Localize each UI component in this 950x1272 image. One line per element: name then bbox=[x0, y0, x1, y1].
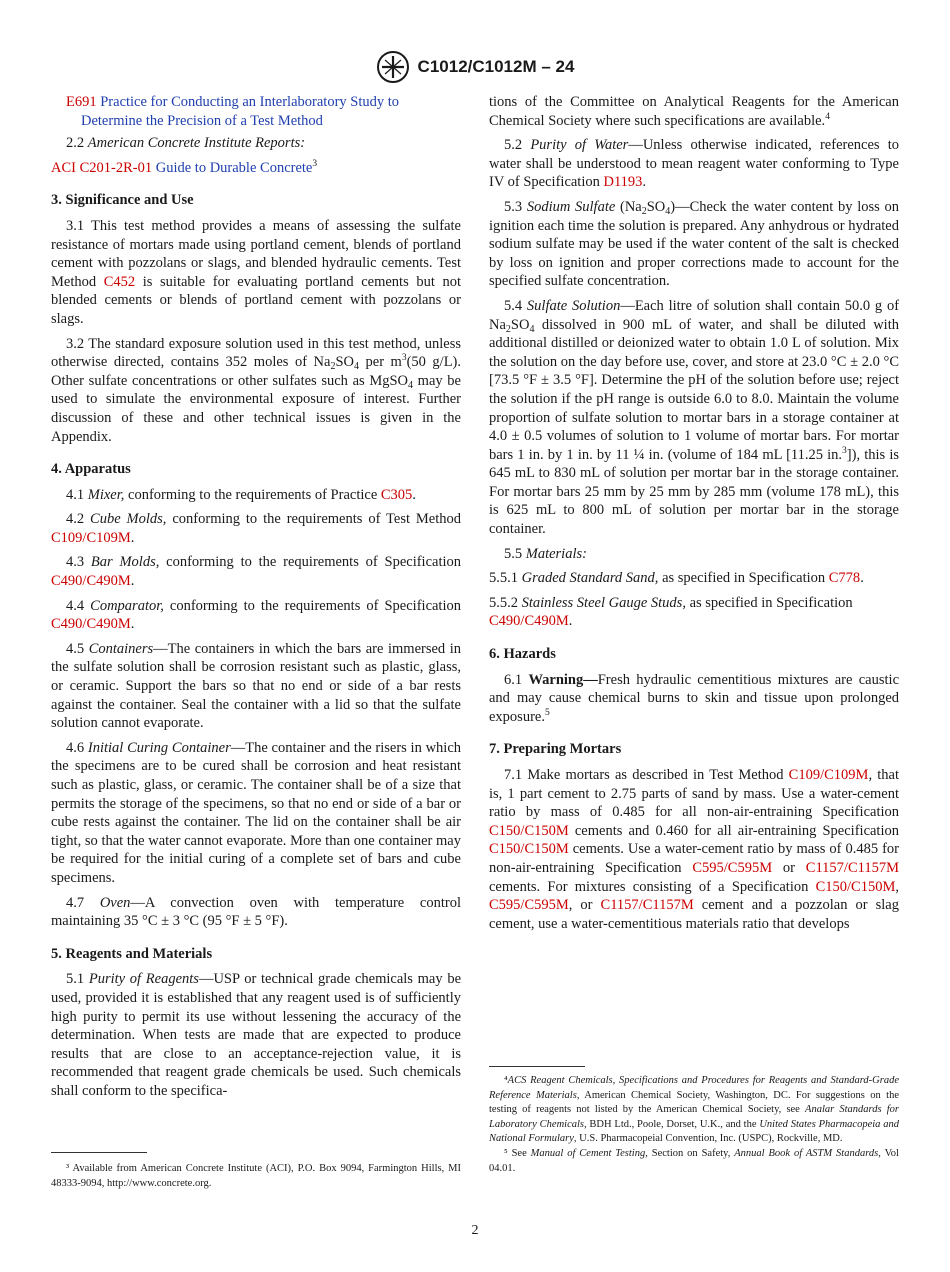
link-c1157[interactable]: C1157/C1157M bbox=[600, 897, 694, 914]
e691-title: Practice for Conducting an Interlaboratory Study to Determine the Precision of a Test Method bbox=[81, 94, 400, 129]
footnote-5: ⁵ See Manual of Cement Testing, Section on Safety, Annual Book of ASTM Standards, Vol 04.01. bbox=[489, 1147, 899, 1174]
paragraph-5-1: 5.1 Purity of Reagents—USP or technical grade chemicals may be used, provided it is established that any reagent used is of sufficiently high purity to permit its use without lessening the accuracy of the determination. When tests are made that are expected to produce results that are close to an acceptance-rejection value, it is recommended that reagent grade chemicals be used. Such chemicals shall conform to the specifica- bbox=[51, 971, 462, 1099]
link-d1193[interactable]: D1193 bbox=[603, 174, 643, 191]
document-designation: C1012/C1012M – 24 bbox=[417, 56, 575, 76]
right-column bbox=[489, 93, 899, 939]
left-column bbox=[51, 93, 461, 1107]
paragraph-5-5: 5.5 Materials: bbox=[504, 545, 587, 562]
link-c490[interactable]: C490/C490M bbox=[489, 613, 569, 630]
link-c490[interactable]: C490/C490M bbox=[51, 616, 131, 633]
paragraph-5-4: 5.4 Sulfate Solution—Each litre of solution shall contain 50.0 g of $Na_2SO_4$ dissolved in 900 mL of water, and shall be diluted with additional distilled or deionized water to obtain 1.0 L of solution. Mix the solution on the day before use, cover, and store at 23.0 °C ± 2.0 °C [73.5 °F ± 3.5 °F]. Determine the pH of the solution before use; reject the solution if the pH range is outside 6.0 to 8.0. Maintain the volume proportion of sulfate solution to mortar bars in a storage container at 4.0 ± 0.5 volumes of solution to 1 volume of mortar bars. For mortar bars 1 in. by 1 in. by 11 ¼ in. (volume of 184 mL [11.25 in.$^3$]), this is 645 mL to 830 mL of solution per mortar bar in the storage container. For mortar bars 25 mm by 25 mm by 285 mm (volume 178 mL), this is 625 mL to 800 mL of solution per mortar bar in the storage container. bbox=[489, 297, 900, 538]
heading-preparing-mortars: 7. Preparing Mortars bbox=[489, 741, 622, 758]
paragraph-4-5: 4.5 Containers—The containers in which the bars are immersed in the sulfate solution shall be corrosion resistant such as plastic, glass, or ceramic. Support the bars so that no end or side of a bar rests against the container. Seal the container with a lid so that the sulfate solution cannot evaporate. bbox=[51, 640, 461, 732]
section-number: 2.2 bbox=[66, 135, 85, 152]
paragraph-5-5-2: 5.5.2 Stainless Steel Gauge Studs, as specified in Specification C490/C490M. bbox=[489, 594, 853, 630]
section-2-2 bbox=[51, 134, 461, 153]
footnote-rule-right bbox=[489, 1066, 585, 1067]
paragraph-5-2: 5.2 Purity of Water—Unless otherwise indicated, references to water shall be understood to mean reagent water conforming to Type IV of Specification D1193. bbox=[489, 137, 899, 191]
link-e691[interactable]: E691 bbox=[66, 94, 97, 110]
astm-logo-icon bbox=[376, 50, 410, 84]
link-c150[interactable]: C150/C150M bbox=[815, 878, 896, 895]
link-c150[interactable]: C150/C150M bbox=[489, 822, 569, 839]
paragraph-4-3: 4.3 Bar Molds, conforming to the requirements of Specification C490/C490M. bbox=[51, 554, 462, 590]
footnote-text: ³ Available from American Concrete Institute (ACI), P.O. Box 9094, Farmington Hills, MI 48333-9094, http://www.concrete.org. bbox=[51, 1163, 461, 1189]
footnote-4: ⁴ACS Reagent Chemicals, Specifications and Procedures for Reagents and Standard-Grade Reference Materials, American Chemical Society, Washington, DC. For suggestions on the testing of reagents not listed by the American Chemical Society, see Analar Standards for Laboratory Chemicals, BDH Ltd., Poole, Dorset, U.K., and the United States Pharmacopeia and National Formulary, U.S. Pharmacopeial Convention, Inc. (USPC), Rockville, MD. bbox=[489, 1075, 899, 1145]
heading-significance: 3. Significance and Use bbox=[51, 192, 194, 209]
footnote-mark: 3 bbox=[312, 158, 318, 169]
heading-apparatus: 4. Apparatus bbox=[51, 461, 131, 478]
paragraph-5-1-continued: tions of the Committee on Analytical Reagents for the American Chemical Society where such specifications are available.$^4$ bbox=[489, 94, 899, 129]
paragraph-4-7: 4.7 Oven—A convection oven with temperature control maintaining 35 °C ± 3 °C (95 °F ± 5 °F). bbox=[51, 894, 461, 930]
paragraph-4-2: 4.2 Cube Molds, conforming to the requirements of Test Method C109/C109M. bbox=[51, 511, 462, 546]
section-title: American Concrete Institute Reports: bbox=[87, 135, 306, 152]
reference-aci bbox=[51, 159, 461, 178]
link-c1157[interactable]: C1157/C1157M bbox=[805, 859, 899, 876]
paragraph-3-2: 3.2 The standard exposure solution used in this test method, unless otherwise directed, contains 352 moles of $Na_2SO_4$ per $m^3(50$ g/L). Other sulfate concentrations or other sulfates such as MgSO$_4$ may be used to simulate the environmental exposure of interest. Further discussion of these and other technical issues is given in the Appendix. bbox=[51, 335, 462, 445]
paragraph-4-4: 4.4 Comparator, conforming to the requirements of Specification C490/C490M. bbox=[51, 597, 461, 633]
paragraph-6-1: 6.1 Warning—Fresh hydraulic cementitious mixtures are caustic and may cause chemical burns to skin and tissue upon prolonged exposure.$^5$ bbox=[489, 671, 900, 725]
page-header bbox=[0, 50, 950, 84]
link-c490[interactable]: C490/C490M bbox=[51, 573, 131, 590]
link-c595[interactable]: C595/C595M bbox=[692, 859, 773, 876]
link-c109[interactable]: C109/C109M bbox=[788, 767, 869, 783]
paragraph-4-1: 4.1 Mixer, conforming to the requirements of Practice C305. bbox=[66, 486, 416, 503]
paragraph-3-1: 3.1 This test method provides a means of assessing the sulfate resistance of mortars made using portland cement, blends of portland cement with pozzolans or slags, and blended hydraulic cements. Test Method C452 is suitable for evaluating portland cements but not blended cements or blends of portland cement with pozzolans or slags. bbox=[51, 217, 461, 327]
page-number: 2 bbox=[471, 1223, 479, 1238]
paragraph-5-5-1: 5.5.1 Graded Standard Sand, as specified in Specification C778. bbox=[489, 570, 864, 587]
heading-hazards: 6. Hazards bbox=[489, 646, 556, 663]
link-c595[interactable]: C595/C595M bbox=[489, 897, 569, 914]
heading-reagents: 5. Reagents and Materials bbox=[51, 945, 213, 962]
link-c778[interactable]: C778 bbox=[828, 570, 861, 587]
link-c150[interactable]: C150/C150M bbox=[489, 841, 569, 858]
paragraph-4-6: 4.6 Initial Curing Container—The container and the risers in which the specimens are to be cured shall be corrosion and heat resistant such as plastic, glass, or ceramic. The container shall be of a size that permits the storage of the specimens, so that no end or side of a bar or cube rests against the container. The lid on the container shall be air tight, so that the water cannot evaporate. More than one container may be required for the initial curing of a complete set of bars and cube specimens. bbox=[51, 739, 462, 886]
link-c109[interactable]: C109/C109M bbox=[51, 529, 131, 546]
footnote-3 bbox=[51, 1162, 461, 1191]
link-c452[interactable]: C452 bbox=[103, 273, 136, 290]
aci-title: Guide to Durable Concrete bbox=[155, 159, 313, 176]
link-aci[interactable]: ACI C201-2R-01 bbox=[51, 159, 153, 176]
reference-e691 bbox=[51, 93, 461, 130]
paragraph-5-3: 5.3 Sodium Sulfate $(Na_2SO_4)—Check$ the water content by loss on ignition each time the solution is prepared. Any anhydrous or hydrated sodium sulfate may be used if the water content of the salt is checked by loss on ignition and proper corrections made to account for the specified sulfate concentration. bbox=[489, 198, 899, 290]
paragraph-7-1: 7.1 Make mortars as described in Test Method C109/C109M, that is, 1 part cement to 2.75 parts of sand by mass. Use a water-cement ratio by mass of 0.485 for all non-air-entraining Specification C150/C150M cements and 0.460 for all air-entraining Specification C150/C150M cements. Use a water-cement ratio by mass of 0.485 for non-air-entraining Specification C595/C595M or C1157/C1157M cements. For mixtures consisting of a Specification C150/C150M, C595/C595M, or C1157/C1157M cement and a pozzolan or slag cement, use a water-cementitious materials ratio that develops bbox=[489, 767, 899, 932]
footnote-rule-left bbox=[51, 1152, 147, 1153]
link-c305[interactable]: C305 bbox=[380, 486, 413, 503]
footnotes-right bbox=[489, 1074, 899, 1176]
